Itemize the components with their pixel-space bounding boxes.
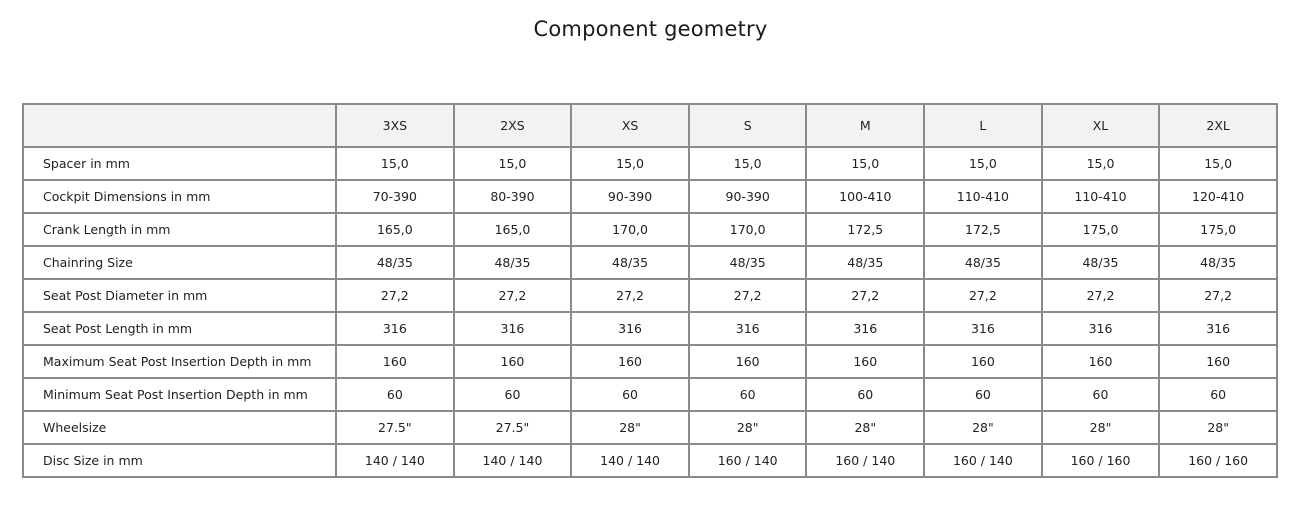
table-cell: 15,0 [1042,147,1160,180]
row-label: Disc Size in mm [23,444,336,477]
size-header-3xs: 3XS [336,104,454,147]
table-cell: 60 [454,378,572,411]
table-cell: 60 [924,378,1042,411]
row-label: Spacer in mm [23,147,336,180]
table-cell: 27.5" [336,411,454,444]
table-cell: 15,0 [454,147,572,180]
table-row [23,312,1277,345]
table-cell: 140 / 140 [571,444,689,477]
row-label: Maximum Seat Post Insertion Depth in mm [23,345,336,378]
table-cell: 15,0 [689,147,807,180]
table-cell: 27,2 [1159,279,1277,312]
table-cell: 60 [336,378,454,411]
table-cell: 160 / 160 [1159,444,1277,477]
table-cell: 15,0 [571,147,689,180]
table-row [23,444,1277,477]
table-cell: 172,5 [806,213,924,246]
table-cell: 48/35 [571,246,689,279]
table-row [23,180,1277,213]
size-header-m: M [806,104,924,147]
table-cell: 60 [1159,378,1277,411]
table-cell: 28" [924,411,1042,444]
table-row [23,246,1277,279]
table-cell: 160 [336,345,454,378]
table-cell: 80-390 [454,180,572,213]
table-cell: 27,2 [454,279,572,312]
table-cell: 120-410 [1159,180,1277,213]
size-header-2xl: 2XL [1159,104,1277,147]
table-cell: 28" [1159,411,1277,444]
table-cell: 165,0 [454,213,572,246]
table-cell: 160 [806,345,924,378]
table-cell: 316 [454,312,572,345]
table-body [23,147,1277,477]
table-cell: 27,2 [689,279,807,312]
table-cell: 160 / 140 [689,444,807,477]
table-cell: 140 / 140 [454,444,572,477]
table-row [23,411,1277,444]
table-cell: 160 [689,345,807,378]
table-cell: 316 [336,312,454,345]
table-cell: 48/35 [1042,246,1160,279]
table-cell: 48/35 [454,246,572,279]
table-cell: 48/35 [336,246,454,279]
table-cell: 60 [806,378,924,411]
table-cell: 172,5 [924,213,1042,246]
table-cell: 48/35 [689,246,807,279]
table-cell: 316 [571,312,689,345]
table-cell: 316 [1159,312,1277,345]
table-cell: 160 [1159,345,1277,378]
row-label: Seat Post Length in mm [23,312,336,345]
table-cell: 160 [924,345,1042,378]
table-cell: 316 [806,312,924,345]
table-cell: 48/35 [924,246,1042,279]
table-cell: 90-390 [571,180,689,213]
table-cell: 27,2 [571,279,689,312]
table-cell: 60 [689,378,807,411]
table-cell: 28" [1042,411,1160,444]
table-cell: 15,0 [924,147,1042,180]
header-corner-cell [23,104,336,147]
table-cell: 170,0 [571,213,689,246]
table-cell: 110-410 [1042,180,1160,213]
table-header-row [23,104,1277,147]
row-label: Chainring Size [23,246,336,279]
size-header-xl: XL [1042,104,1160,147]
table-cell: 160 [571,345,689,378]
table-row [23,378,1277,411]
table-cell: 90-390 [689,180,807,213]
table-cell: 27,2 [924,279,1042,312]
table-cell: 48/35 [806,246,924,279]
row-label: Wheelsize [23,411,336,444]
table-row [23,147,1277,180]
table-cell: 160 [1042,345,1160,378]
size-header-s: S [689,104,807,147]
table-cell: 160 / 160 [1042,444,1160,477]
table-cell: 15,0 [336,147,454,180]
table-cell: 100-410 [806,180,924,213]
table-cell: 140 / 140 [336,444,454,477]
table-row [23,279,1277,312]
table-cell: 27,2 [336,279,454,312]
row-label: Cockpit Dimensions in mm [23,180,336,213]
table-cell: 170,0 [689,213,807,246]
row-label: Crank Length in mm [23,213,336,246]
row-label: Seat Post Diameter in mm [23,279,336,312]
component-geometry-table [22,103,1278,478]
page-title: Component geometry [533,17,768,41]
table-cell: 27,2 [806,279,924,312]
table-cell: 316 [689,312,807,345]
table-cell: 175,0 [1159,213,1277,246]
table-cell: 175,0 [1042,213,1160,246]
table-row [23,213,1277,246]
table-cell: 15,0 [806,147,924,180]
table-cell: 48/35 [1159,246,1277,279]
table-cell: 160 [454,345,572,378]
table-cell: 70-390 [336,180,454,213]
table-cell: 316 [1042,312,1160,345]
table-cell: 27.5" [454,411,572,444]
table-cell: 60 [1042,378,1160,411]
size-header-l: L [924,104,1042,147]
row-label: Minimum Seat Post Insertion Depth in mm [23,378,336,411]
table-cell: 160 / 140 [924,444,1042,477]
size-header-xs: XS [571,104,689,147]
table-cell: 28" [806,411,924,444]
table-cell: 15,0 [1159,147,1277,180]
table-cell: 165,0 [336,213,454,246]
table-cell: 28" [571,411,689,444]
table-cell: 110-410 [924,180,1042,213]
table-cell: 28" [689,411,807,444]
table-cell: 160 / 140 [806,444,924,477]
table-cell: 316 [924,312,1042,345]
table-cell: 60 [571,378,689,411]
size-header-2xs: 2XS [454,104,572,147]
table-row [23,345,1277,378]
table-cell: 27,2 [1042,279,1160,312]
